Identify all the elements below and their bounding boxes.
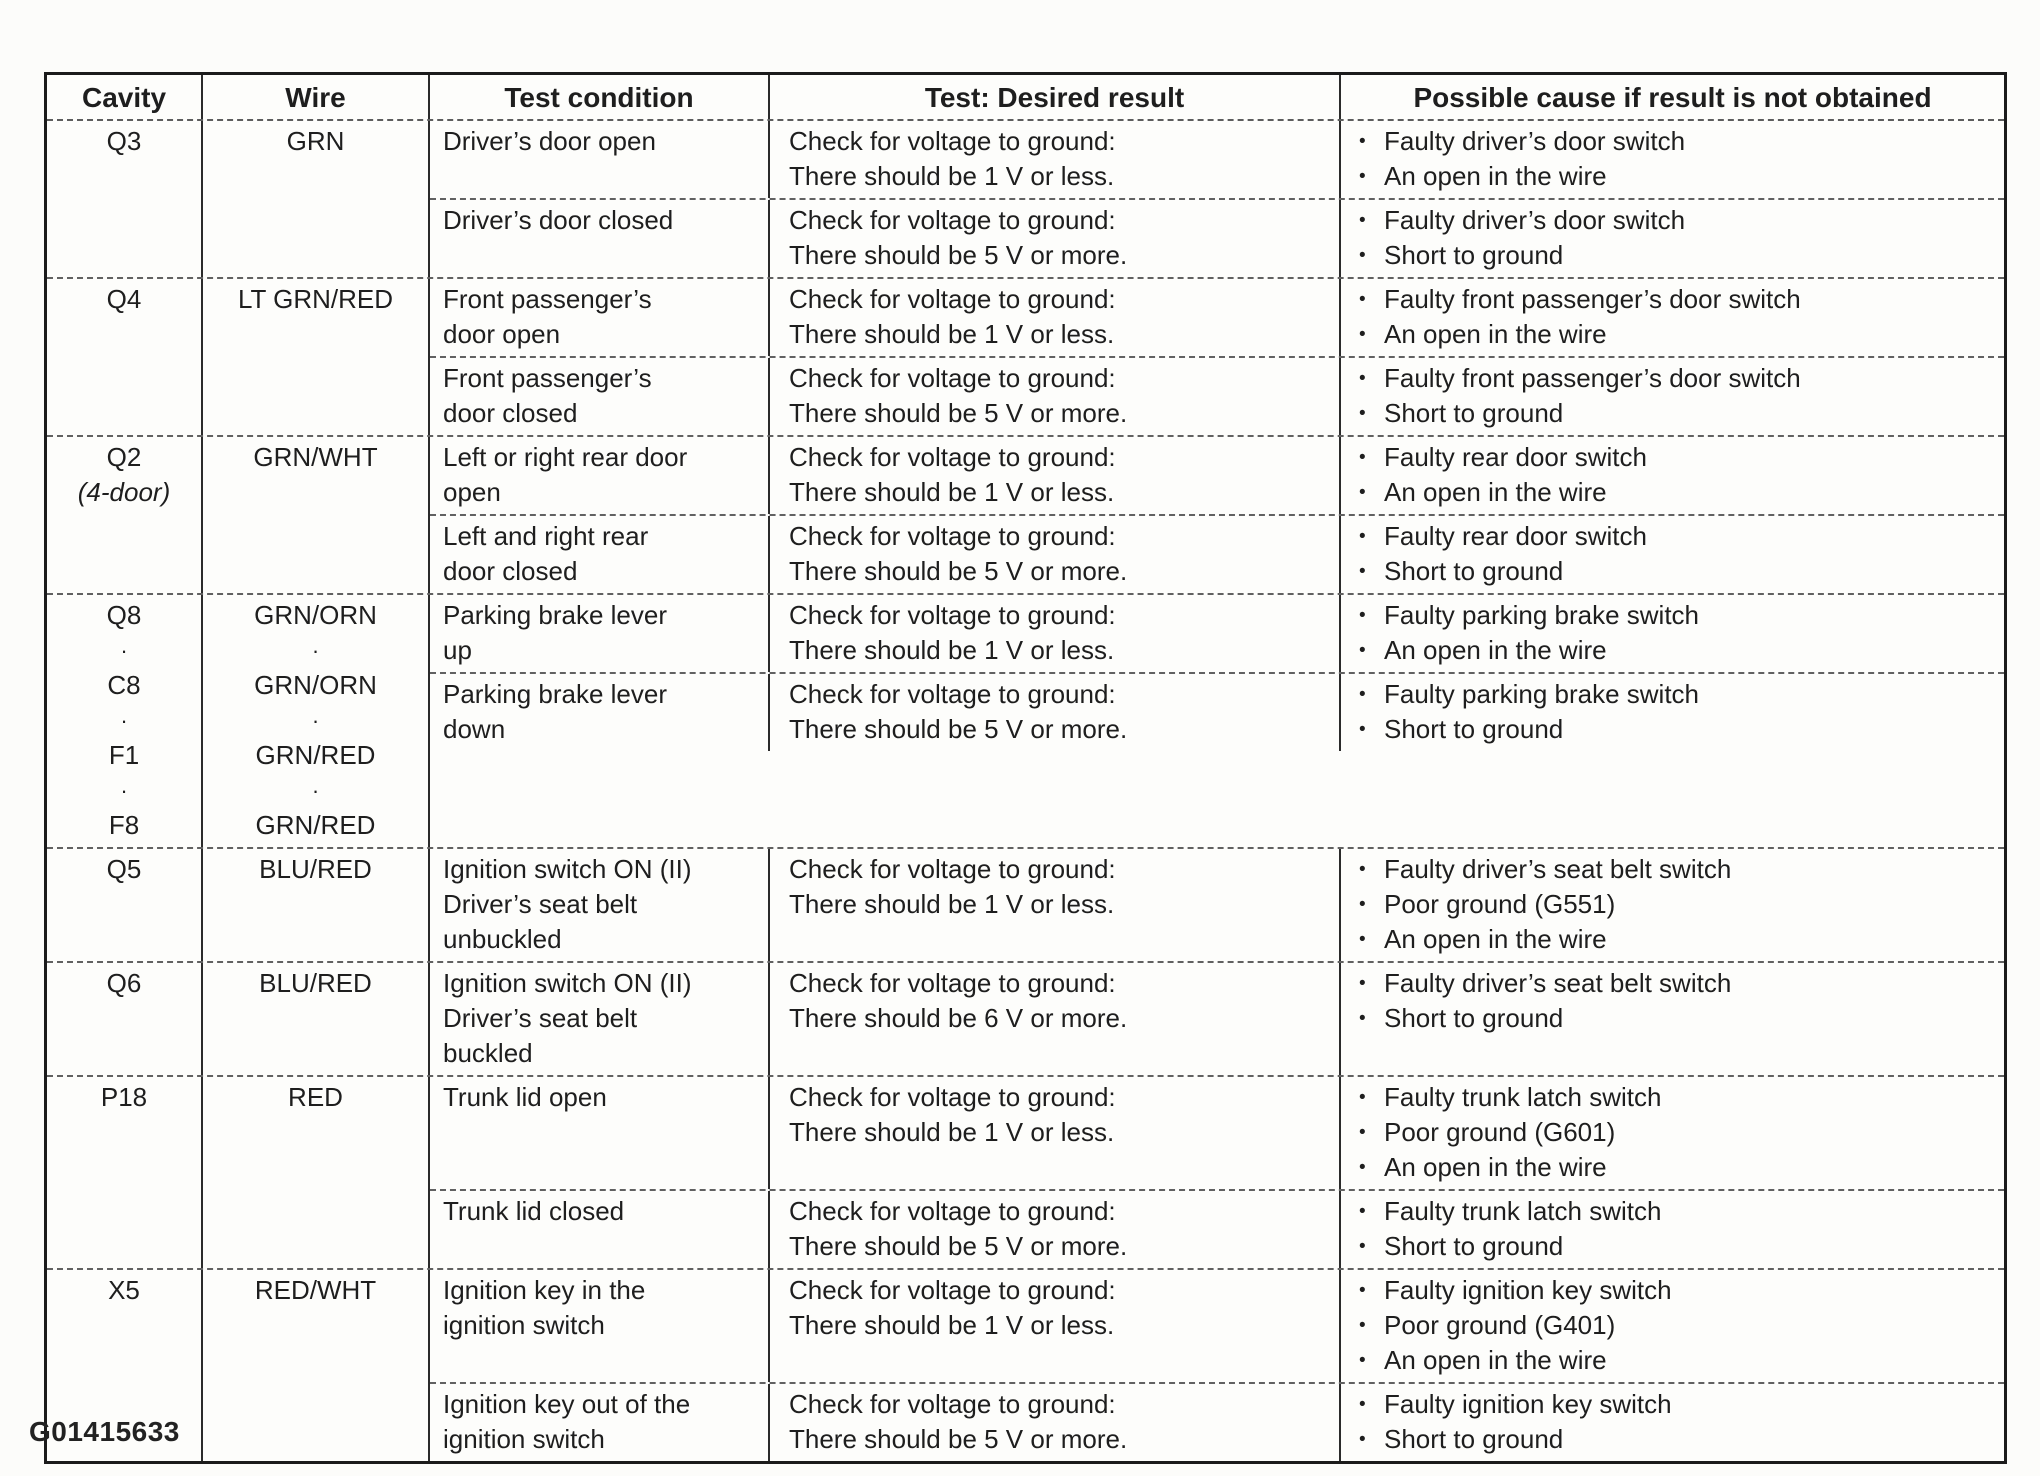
bullet-icon: • xyxy=(1359,859,1366,880)
result-cell xyxy=(770,963,1341,1075)
column-header-wire: Wire xyxy=(203,75,430,119)
cause-item xyxy=(1356,1115,1994,1150)
cause-item xyxy=(1356,238,1994,273)
text-line: unbuckled xyxy=(443,924,562,954)
text-line: door open xyxy=(443,319,561,349)
wire-cell xyxy=(203,595,430,847)
bullet-icon: • xyxy=(1359,526,1366,547)
subrow-container xyxy=(430,1077,2004,1268)
bullet-icon: • xyxy=(1359,368,1366,389)
cause-text: Poor ground (G551) xyxy=(1384,889,1616,919)
causes-cell xyxy=(1341,516,2004,593)
cause-item xyxy=(1356,396,1994,431)
cause-item xyxy=(1356,922,1994,957)
wire-cell xyxy=(203,437,430,593)
cause-text: Faulty driver’s door switch xyxy=(1384,205,1686,235)
wire-cell xyxy=(203,1077,430,1268)
cause-text: Faulty parking brake switch xyxy=(1384,600,1700,630)
cause-item xyxy=(1356,1194,1994,1229)
table-group xyxy=(47,847,2004,961)
bullet-icon: • xyxy=(1359,605,1366,626)
result-cell xyxy=(770,674,1341,751)
text-line: up xyxy=(443,635,472,665)
cause-text: Faulty parking brake switch xyxy=(1384,679,1700,709)
condition-cell xyxy=(430,358,770,435)
text-line: There should be 1 V or less. xyxy=(789,635,1115,665)
table-row xyxy=(430,198,2004,277)
condition-cell xyxy=(430,849,770,961)
text-line: Check for voltage to ground: xyxy=(789,442,1116,472)
table-row xyxy=(430,121,2004,198)
cause-item xyxy=(1356,1343,1994,1378)
table-row xyxy=(430,849,2004,961)
text-line: · xyxy=(311,638,320,663)
cause-text: An open in the wire xyxy=(1384,635,1607,665)
text-line: Check for voltage to ground: xyxy=(789,1389,1116,1419)
table-header-row xyxy=(47,75,2004,121)
bullet-icon: • xyxy=(1359,403,1366,424)
causes-cell xyxy=(1341,849,2004,961)
table-row xyxy=(430,595,2004,672)
bullet-icon: • xyxy=(1359,684,1366,705)
cause-text: Short to ground xyxy=(1384,1003,1564,1033)
cause-text: An open in the wire xyxy=(1384,319,1607,349)
cause-text: Faulty driver’s seat belt switch xyxy=(1384,854,1732,884)
result-cell xyxy=(770,437,1341,514)
text-line: There should be 5 V or more. xyxy=(789,240,1128,270)
bullet-icon: • xyxy=(1359,894,1366,915)
text-line: F1 xyxy=(108,740,140,770)
condition-cell xyxy=(430,1191,770,1268)
cause-text: Faulty rear door switch xyxy=(1384,442,1647,472)
bullet-icon: • xyxy=(1359,1429,1366,1450)
cause-text: An open in the wire xyxy=(1384,1345,1607,1375)
result-cell xyxy=(770,516,1341,593)
bullet-icon: • xyxy=(1359,1008,1366,1029)
table-row xyxy=(430,356,2004,435)
text-line: down xyxy=(443,714,506,744)
bullet-icon: • xyxy=(1359,447,1366,468)
column-header-desired-result: Test: Desired result xyxy=(770,75,1341,119)
cause-item xyxy=(1356,712,1994,747)
bullet-icon: • xyxy=(1359,1087,1366,1108)
table-group xyxy=(47,121,2004,277)
text-line: Check for voltage to ground: xyxy=(789,1196,1116,1226)
text-line: Ignition key out of the xyxy=(443,1389,691,1419)
result-cell xyxy=(770,1270,1341,1382)
condition-cell xyxy=(430,963,770,1075)
cavity-cell xyxy=(47,595,203,847)
cause-item xyxy=(1356,1150,1994,1185)
text-line: door closed xyxy=(443,556,578,586)
cause-text: Short to ground xyxy=(1384,1231,1564,1261)
cause-item xyxy=(1356,440,1994,475)
table-row xyxy=(430,279,2004,356)
table-row xyxy=(430,1382,2004,1461)
cause-text: Poor ground (G601) xyxy=(1384,1117,1616,1147)
cause-item xyxy=(1356,677,1994,712)
table-row xyxy=(430,672,2004,751)
table-group xyxy=(47,961,2004,1075)
text-line: Parking brake lever xyxy=(443,600,667,630)
cause-item xyxy=(1356,282,1994,317)
text-line: · xyxy=(120,708,128,733)
cause-item xyxy=(1356,124,1994,159)
table-group xyxy=(47,435,2004,593)
cavity-cell xyxy=(47,121,203,277)
condition-cell xyxy=(430,437,770,514)
text-line: Ignition key in the xyxy=(443,1275,646,1305)
text-line: Q5 xyxy=(106,854,142,884)
cause-text: Faulty driver’s seat belt switch xyxy=(1384,968,1732,998)
cause-item xyxy=(1356,203,1994,238)
cause-text: Faulty trunk latch switch xyxy=(1384,1082,1662,1112)
cause-item xyxy=(1356,1422,1994,1457)
bullet-icon: • xyxy=(1359,929,1366,950)
wire-cell xyxy=(203,279,430,435)
bullet-icon: • xyxy=(1359,973,1366,994)
text-line: There should be 5 V or more. xyxy=(789,556,1128,586)
table-group xyxy=(47,277,2004,435)
result-cell xyxy=(770,279,1341,356)
condition-cell xyxy=(430,200,770,277)
causes-cell xyxy=(1341,437,2004,514)
cause-item xyxy=(1356,1387,1994,1422)
wire-cell xyxy=(203,963,430,1075)
text-line: There should be 6 V or more. xyxy=(789,1003,1128,1033)
table-row xyxy=(430,1077,2004,1189)
cause-text: Short to ground xyxy=(1384,556,1564,586)
bullet-icon: • xyxy=(1359,1350,1366,1371)
result-cell xyxy=(770,358,1341,435)
cause-text: An open in the wire xyxy=(1384,924,1607,954)
causes-cell xyxy=(1341,1191,2004,1268)
text-line: Check for voltage to ground: xyxy=(789,1082,1116,1112)
cause-item xyxy=(1356,519,1994,554)
text-line: Front passenger’s xyxy=(443,363,652,393)
text-line: X5 xyxy=(108,1275,140,1305)
bullet-icon: • xyxy=(1359,1201,1366,1222)
cause-text: Poor ground (G401) xyxy=(1384,1310,1616,1340)
result-cell xyxy=(770,200,1341,277)
cause-item xyxy=(1356,887,1994,922)
bullet-icon: • xyxy=(1359,1157,1366,1178)
text-line: LT GRN/RED xyxy=(237,284,394,314)
text-line: Ignition switch ON (II) xyxy=(443,968,692,998)
cause-text: Short to ground xyxy=(1384,1424,1564,1454)
cause-item xyxy=(1356,159,1994,194)
table-body xyxy=(47,121,2004,1461)
cause-item xyxy=(1356,1001,1994,1036)
text-line: Check for voltage to ground: xyxy=(789,1275,1116,1305)
text-line: Driver’s door closed xyxy=(443,205,674,235)
bullet-icon: • xyxy=(1359,1315,1366,1336)
cavity-cell xyxy=(47,963,203,1075)
causes-cell xyxy=(1341,963,2004,1075)
cavity-cell xyxy=(47,1077,203,1268)
condition-cell xyxy=(430,1270,770,1382)
result-cell xyxy=(770,121,1341,198)
causes-cell xyxy=(1341,1270,2004,1382)
text-line: · xyxy=(120,778,128,803)
text-line: BLU/RED xyxy=(259,854,372,884)
text-line: Front passenger’s xyxy=(443,284,652,314)
wire-cell xyxy=(203,121,430,277)
bullet-icon: • xyxy=(1359,324,1366,345)
cavity-cell xyxy=(47,849,203,961)
cause-item xyxy=(1356,966,1994,1001)
bullet-icon: • xyxy=(1359,131,1366,152)
subrow-container xyxy=(430,595,2004,847)
subrow-container xyxy=(430,437,2004,593)
cause-item xyxy=(1356,317,1994,352)
column-header-test-condition: Test condition xyxy=(430,75,770,119)
cause-item xyxy=(1356,633,1994,668)
text-line: There should be 1 V or less. xyxy=(789,161,1115,191)
text-line: Check for voltage to ground: xyxy=(789,205,1116,235)
condition-cell xyxy=(430,121,770,198)
text-line: RED xyxy=(288,1082,343,1112)
text-line: buckled xyxy=(443,1038,533,1068)
table-group xyxy=(47,1268,2004,1461)
text-line: GRN/RED xyxy=(255,810,376,840)
cause-text: An open in the wire xyxy=(1384,477,1607,507)
text-line: There should be 5 V or more. xyxy=(789,1231,1128,1261)
condition-cell xyxy=(430,1077,770,1189)
text-line: Driver’s seat belt xyxy=(443,889,638,919)
bullet-icon: • xyxy=(1359,1122,1366,1143)
text-line: F8 xyxy=(108,810,140,840)
text-line: BLU/RED xyxy=(259,968,372,998)
text-line: open xyxy=(443,477,501,507)
bullet-icon: • xyxy=(1359,719,1366,740)
subrow-container xyxy=(430,121,2004,277)
text-line: GRN xyxy=(286,126,345,156)
result-cell xyxy=(770,1384,1341,1461)
causes-cell xyxy=(1341,279,2004,356)
condition-cell xyxy=(430,674,770,751)
causes-cell xyxy=(1341,674,2004,751)
causes-cell xyxy=(1341,358,2004,435)
bullet-icon: • xyxy=(1359,245,1366,266)
bullet-icon: • xyxy=(1359,561,1366,582)
cause-item xyxy=(1356,554,1994,589)
wire-cell xyxy=(203,849,430,961)
text-line: P18 xyxy=(100,1082,148,1112)
bullet-icon: • xyxy=(1359,1236,1366,1257)
cause-text: Faulty front passenger’s door switch xyxy=(1384,363,1801,393)
text-line: There should be 5 V or more. xyxy=(789,714,1128,744)
text-line: Q3 xyxy=(106,126,142,156)
condition-cell xyxy=(430,595,770,672)
text-line: ignition switch xyxy=(443,1310,605,1340)
text-line: Driver’s door open xyxy=(443,126,656,156)
text-line: There should be 1 V or less. xyxy=(789,1117,1115,1147)
text-line: GRN/ORN xyxy=(254,600,377,630)
cause-item xyxy=(1356,475,1994,510)
bullet-icon: • xyxy=(1359,1280,1366,1301)
subrow-container xyxy=(430,963,2004,1075)
text-line: ignition switch xyxy=(443,1424,605,1454)
text-line: Q6 xyxy=(106,968,142,998)
text-line: Check for voltage to ground: xyxy=(789,968,1116,998)
cause-text: Faulty front passenger’s door switch xyxy=(1384,284,1801,314)
causes-cell xyxy=(1341,1077,2004,1189)
text-line: There should be 1 V or less. xyxy=(789,477,1115,507)
text-line: Check for voltage to ground: xyxy=(789,363,1116,393)
cause-text: Faulty driver’s door switch xyxy=(1384,126,1686,156)
text-line: Trunk lid closed xyxy=(443,1196,625,1226)
text-line: Q2 xyxy=(106,442,142,472)
text-line: Check for voltage to ground: xyxy=(789,679,1116,709)
cause-item xyxy=(1356,1308,1994,1343)
table-row xyxy=(430,437,2004,514)
condition-cell xyxy=(430,1384,770,1461)
subrow-container xyxy=(430,1270,2004,1461)
cause-item xyxy=(1356,1080,1994,1115)
subrow-container xyxy=(430,849,2004,961)
text-line: · xyxy=(311,778,320,803)
text-line: Check for voltage to ground: xyxy=(789,854,1116,884)
text-line: Trunk lid open xyxy=(443,1082,607,1112)
condition-cell xyxy=(430,279,770,356)
causes-cell xyxy=(1341,200,2004,277)
column-header-cavity: Cavity xyxy=(47,75,203,119)
column-header-possible-cause: Possible cause if result is not obtained xyxy=(1413,82,1932,113)
table-row xyxy=(430,1189,2004,1268)
subrow-container xyxy=(430,279,2004,435)
text-line: · xyxy=(311,708,320,733)
figure-code: G01415633 xyxy=(29,1416,180,1447)
result-cell xyxy=(770,1191,1341,1268)
text-line: Ignition switch ON (II) xyxy=(443,854,692,884)
diagnostic-test-table xyxy=(44,72,2007,1464)
cause-item xyxy=(1356,598,1994,633)
cause-item xyxy=(1356,361,1994,396)
text-line: Driver’s seat belt xyxy=(443,1003,638,1033)
cause-text: An open in the wire xyxy=(1384,1152,1607,1182)
text-line: There should be 1 V or less. xyxy=(789,889,1115,919)
cavity-cell xyxy=(47,279,203,435)
cause-text: Faulty ignition key switch xyxy=(1384,1275,1672,1305)
table-group xyxy=(47,1075,2004,1268)
text-line: · xyxy=(120,638,128,663)
result-cell xyxy=(770,849,1341,961)
cavity-cell xyxy=(47,437,203,593)
bullet-icon: • xyxy=(1359,166,1366,187)
text-line: Check for voltage to ground: xyxy=(789,126,1116,156)
cause-text: Short to ground xyxy=(1384,714,1564,744)
cause-text: An open in the wire xyxy=(1384,161,1607,191)
cause-text: Short to ground xyxy=(1384,240,1564,270)
cause-text: Faulty trunk latch switch xyxy=(1384,1196,1662,1226)
text-line: door closed xyxy=(443,398,578,428)
cause-text: Faulty ignition key switch xyxy=(1384,1389,1672,1419)
cause-text: Faulty rear door switch xyxy=(1384,521,1647,551)
causes-cell xyxy=(1341,595,2004,672)
text-line: GRN/ORN xyxy=(254,670,377,700)
text-line: Left or right rear door xyxy=(443,442,688,472)
text-line: GRN/WHT xyxy=(253,442,378,472)
text-line: Check for voltage to ground: xyxy=(789,284,1116,314)
text-line: There should be 1 V or less. xyxy=(789,1310,1115,1340)
cause-item xyxy=(1356,1273,1994,1308)
result-cell xyxy=(770,1077,1341,1189)
text-line: RED/WHT xyxy=(254,1275,377,1305)
bullet-icon: • xyxy=(1359,210,1366,231)
bullet-icon: • xyxy=(1359,482,1366,503)
text-line: GRN/RED xyxy=(255,740,376,770)
table-row xyxy=(430,963,2004,1075)
causes-cell xyxy=(1341,121,2004,198)
text-line: (4-door) xyxy=(77,477,171,507)
cause-text: Short to ground xyxy=(1384,398,1564,428)
text-line: There should be 5 V or more. xyxy=(789,1424,1128,1454)
text-line: Parking brake lever xyxy=(443,679,667,709)
text-line: Left and right rear xyxy=(443,521,649,551)
text-line: There should be 1 V or less. xyxy=(789,319,1115,349)
causes-cell xyxy=(1341,1384,2004,1461)
bullet-icon: • xyxy=(1359,1394,1366,1415)
text-line: Q4 xyxy=(106,284,142,314)
table-row xyxy=(430,514,2004,593)
table-group xyxy=(47,593,2004,847)
bullet-icon: • xyxy=(1359,640,1366,661)
text-line: There should be 5 V or more. xyxy=(789,398,1128,428)
wire-cell xyxy=(203,1270,430,1461)
text-line: C8 xyxy=(107,670,141,700)
cause-item xyxy=(1356,1229,1994,1264)
text-line: Q8 xyxy=(106,600,142,630)
condition-cell xyxy=(430,516,770,593)
text-line: Check for voltage to ground: xyxy=(789,521,1116,551)
bullet-icon: • xyxy=(1359,289,1366,310)
text-line: Check for voltage to ground: xyxy=(789,600,1116,630)
result-cell xyxy=(770,595,1341,672)
cause-item xyxy=(1356,852,1994,887)
table-row xyxy=(430,1270,2004,1382)
